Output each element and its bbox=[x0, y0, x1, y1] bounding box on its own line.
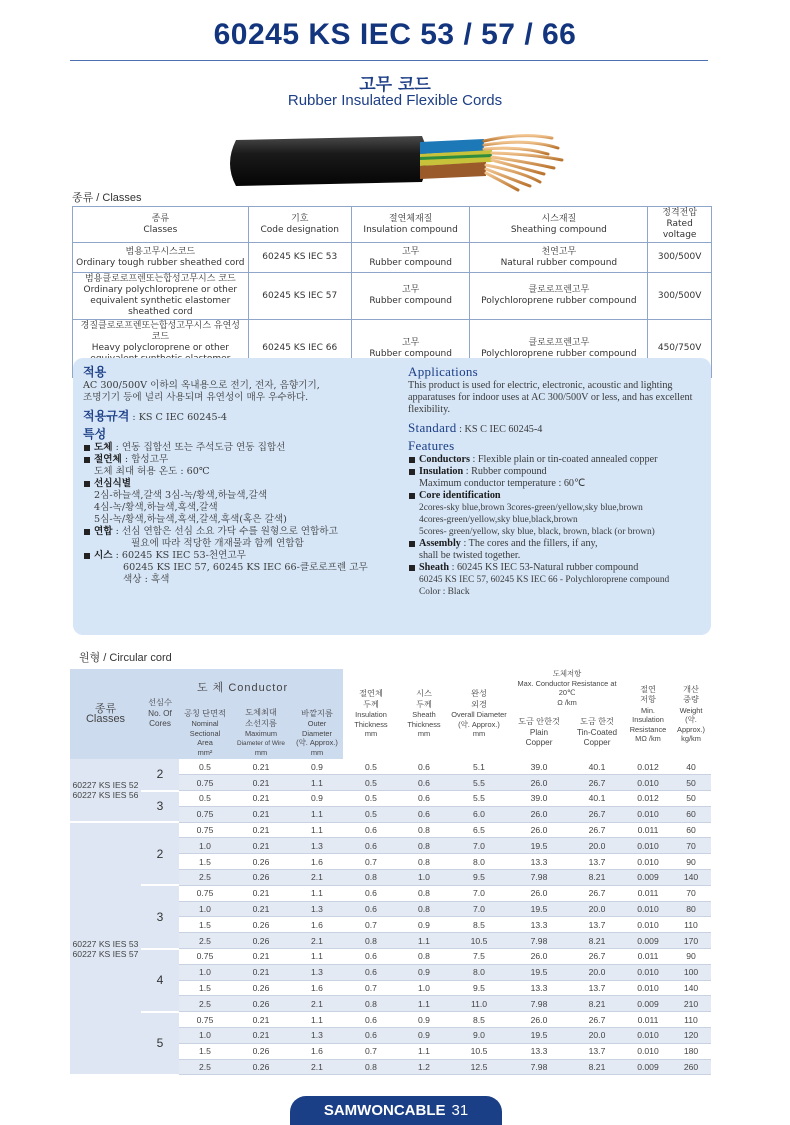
data-cell: 19.5 bbox=[509, 964, 569, 980]
data-cell: 0.010 bbox=[625, 854, 671, 870]
data-cell: 0.011 bbox=[625, 1012, 671, 1028]
data-cell: 0.21 bbox=[231, 949, 291, 965]
data-cell: 5.5 bbox=[449, 775, 509, 791]
cores-cell: 2 bbox=[141, 822, 179, 885]
data-cell: 0.012 bbox=[625, 759, 671, 775]
data-cell: 0.011 bbox=[625, 885, 671, 901]
data-cell: 60 bbox=[671, 806, 711, 822]
circular-section-label: 원형 / Circular cord bbox=[79, 652, 172, 664]
data-cell: 11.0 bbox=[449, 996, 509, 1012]
data-cell: 2.1 bbox=[291, 870, 343, 886]
data-cell: 8.5 bbox=[449, 1012, 509, 1028]
data-cell: 13.7 bbox=[569, 917, 625, 933]
data-cell: 26.7 bbox=[569, 806, 625, 822]
data-cell: 0.010 bbox=[625, 901, 671, 917]
data-cell: 0.8 bbox=[399, 854, 449, 870]
feature-sheath-en: Sheath : 60245 KS IEC 53-Natural rubber compound bbox=[408, 562, 708, 574]
data-cell: 0.21 bbox=[231, 1028, 291, 1044]
data-cell: 1.3 bbox=[291, 964, 343, 980]
data-cell: 0.75 bbox=[179, 885, 231, 901]
data-cell: 50 bbox=[671, 791, 711, 807]
app-title-ko: 적용 bbox=[83, 365, 107, 379]
data-cell: 0.26 bbox=[231, 1043, 291, 1059]
data-cell: 10.5 bbox=[449, 933, 509, 949]
cores-cell: 3 bbox=[141, 791, 179, 823]
data-cell: 110 bbox=[671, 917, 711, 933]
sheath-sub-ko-1: 60245 KS IEC 57, 60245 KS IEC 66-클로로프렌 고무 bbox=[123, 562, 368, 573]
data-cell: 1.3 bbox=[291, 838, 343, 854]
data-cell: 8.5 bbox=[449, 917, 509, 933]
col-header-area: 공칭 단면적 Nominal Sectional Area mm² bbox=[179, 707, 231, 759]
data-cell: 40.1 bbox=[569, 759, 625, 775]
data-cell: 0.5 bbox=[343, 775, 399, 791]
brand-name: SAMWONCABLE bbox=[323, 1102, 446, 1119]
data-cell: 0.5 bbox=[343, 759, 399, 775]
data-cell: 1.6 bbox=[291, 980, 343, 996]
data-cell: 0.010 bbox=[625, 980, 671, 996]
data-cell: 2.1 bbox=[291, 1059, 343, 1075]
data-cell: 0.5 bbox=[343, 806, 399, 822]
data-cell: 50 bbox=[671, 775, 711, 791]
data-cell: 0.8 bbox=[399, 901, 449, 917]
col-header-plain-copper: 도금 안한것 Plain Copper bbox=[518, 717, 560, 748]
data-cell: 0.6 bbox=[399, 791, 449, 807]
data-cell: 0.6 bbox=[343, 1012, 399, 1028]
col-header-voltage: 정격전압 Rated voltage bbox=[648, 207, 712, 243]
col-header-resistance: 도체저항 Max. Conductor Resistance at 20℃ Ω /km bbox=[517, 669, 617, 707]
feature-core-id-ko: 선심식별 bbox=[83, 478, 401, 490]
data-cell: 13.7 bbox=[569, 854, 625, 870]
feature-assembly-en: Assembly : The cores and the fillers, if any, bbox=[408, 538, 708, 550]
data-cell: 0.9 bbox=[399, 1012, 449, 1028]
data-cell: 0.6 bbox=[343, 964, 399, 980]
cores-cell: 4 bbox=[141, 949, 179, 1012]
col-header-min-insulation: 절연 저항 Min. Insulation Resistance MΩ /km bbox=[629, 684, 667, 743]
data-cell: 0.21 bbox=[231, 791, 291, 807]
table-header-row bbox=[73, 207, 712, 243]
data-cell: 1.2 bbox=[399, 1059, 449, 1075]
data-cell: 0.6 bbox=[343, 901, 399, 917]
data-cell: 0.9 bbox=[399, 917, 449, 933]
standard-ko: 적용규격 : KS C IEC 60245-4 bbox=[83, 409, 227, 423]
data-cell: 8.21 bbox=[569, 1059, 625, 1075]
data-cell: 1.5 bbox=[179, 1043, 231, 1059]
col-header-outer: 바깥지름 Outer Diameter (약. Approx.) mm bbox=[291, 707, 343, 759]
col-header-wire: 도체최대 소선지름 Maximum Diameter of Wire mm bbox=[231, 707, 291, 759]
feature-assembly-ko: 연합 : 선심 연합은 선심 소요 가닥 수를 원형으로 연합하고 bbox=[83, 526, 401, 538]
data-cell: 1.6 bbox=[291, 1043, 343, 1059]
feature-insulation-en: Insulation : Rubber compound bbox=[408, 466, 708, 478]
data-cell: 1.0 bbox=[179, 964, 231, 980]
data-cell: 8.21 bbox=[569, 996, 625, 1012]
data-cell: 7.98 bbox=[509, 933, 569, 949]
data-cell: 0.009 bbox=[625, 870, 671, 886]
header-row-1 bbox=[70, 669, 711, 707]
data-cell: 13.7 bbox=[569, 980, 625, 996]
data-cell: 0.26 bbox=[231, 980, 291, 996]
data-cell: 0.8 bbox=[399, 838, 449, 854]
data-cell: 0.6 bbox=[343, 1028, 399, 1044]
data-cell: 1.3 bbox=[291, 1028, 343, 1044]
data-cell: 1.5 bbox=[179, 854, 231, 870]
col-header-cores: 선심수 No. Of Cores bbox=[141, 669, 179, 759]
data-cell: 0.9 bbox=[291, 759, 343, 775]
data-cell: 0.5 bbox=[179, 759, 231, 775]
data-cell: 10.5 bbox=[449, 1043, 509, 1059]
data-cell: 0.012 bbox=[625, 791, 671, 807]
subtitle-korean: 고무 코드 bbox=[359, 75, 431, 95]
data-cell: 0.8 bbox=[343, 933, 399, 949]
feature-insulation-sub-en: Maximum conductor temperature : 60℃ bbox=[419, 478, 586, 489]
data-cell: 7.98 bbox=[509, 870, 569, 886]
data-cell: 7.0 bbox=[449, 901, 509, 917]
core-id-ko-1: 2심-하늘색,갈색 3심-녹/황색,하늘색,갈색 bbox=[94, 490, 268, 501]
data-cell: 0.21 bbox=[231, 806, 291, 822]
data-cell: 0.009 bbox=[625, 933, 671, 949]
data-cell: 8.0 bbox=[449, 854, 509, 870]
data-cell: 1.0 bbox=[179, 1028, 231, 1044]
data-cell: 0.6 bbox=[399, 775, 449, 791]
data-cell: 26.0 bbox=[509, 885, 569, 901]
data-cell: 1.1 bbox=[291, 1012, 343, 1028]
data-cell: 0.010 bbox=[625, 1043, 671, 1059]
data-cell: 0.6 bbox=[343, 885, 399, 901]
data-cell: 13.3 bbox=[509, 1043, 569, 1059]
sheath-sub-ko-2: 색상 : 흑색 bbox=[123, 574, 170, 585]
data-cell: 8.21 bbox=[569, 870, 625, 886]
data-cell: 90 bbox=[671, 854, 711, 870]
class-cell: 60227 KS IES 53 60227 KS IES 57 bbox=[70, 822, 141, 1075]
classes-section-label: 종류 / Classes bbox=[72, 192, 142, 204]
data-cell: 0.21 bbox=[231, 838, 291, 854]
cable-photo bbox=[222, 124, 572, 194]
data-cell: 26.0 bbox=[509, 822, 569, 838]
data-cell: 13.7 bbox=[569, 1043, 625, 1059]
assembly-sub-en: shall be twisted together. bbox=[419, 550, 521, 561]
data-cell: 13.3 bbox=[509, 854, 569, 870]
table-row: 경질클로로프렌또는합성고무시스 유연성 코드 Heavy polycloroprene or other 60245 KS IEC 66 고무 Rubber compound 클로로프렌고무 Polychloroprene rubber compound 450/750V bbox=[73, 320, 712, 378]
data-cell: 70 bbox=[671, 885, 711, 901]
cores-cell: 3 bbox=[141, 885, 179, 948]
col-header-classes: 종류 Classes bbox=[73, 207, 249, 243]
data-cell: 70 bbox=[671, 838, 711, 854]
data-cell: 26.7 bbox=[569, 775, 625, 791]
app-title-en: Applications bbox=[408, 364, 479, 379]
data-cell: 0.7 bbox=[343, 1043, 399, 1059]
data-cell: 1.1 bbox=[399, 1043, 449, 1059]
data-cell: 0.75 bbox=[179, 1012, 231, 1028]
data-cell: 8.0 bbox=[449, 964, 509, 980]
data-cell: 19.5 bbox=[509, 838, 569, 854]
data-cell: 26.0 bbox=[509, 1012, 569, 1028]
data-cell: 13.3 bbox=[509, 980, 569, 996]
data-cell: 26.0 bbox=[509, 775, 569, 791]
data-cell: 0.010 bbox=[625, 775, 671, 791]
data-cell: 140 bbox=[671, 870, 711, 886]
cores-cell: 5 bbox=[141, 1012, 179, 1075]
data-cell: 0.9 bbox=[291, 791, 343, 807]
app-text-ko-1: AC 300/500V 이하의 옥내용으로 전기, 전자, 음향기기, bbox=[83, 380, 320, 391]
data-cell: 20.0 bbox=[569, 1028, 625, 1044]
sheath-sub-en-1: 60245 KS IEC 57, 60245 KS IEC 66 - Polychloroprene compound bbox=[419, 575, 670, 585]
data-cell: 0.6 bbox=[399, 759, 449, 775]
data-cell: 0.010 bbox=[625, 964, 671, 980]
data-cell: 0.8 bbox=[343, 870, 399, 886]
data-cell: 26.0 bbox=[509, 806, 569, 822]
table-row: 범용고무시스코드 Ordinary tough rubber sheathed cord 60245 KS IEC 53 고무 Rubber compound 천연고무 Natural rubber compound 300/500V bbox=[73, 243, 712, 273]
data-cell: 60 bbox=[671, 822, 711, 838]
core-id-ko-2: 4심-녹/황색,하늘색,흑색,갈색 bbox=[94, 502, 218, 513]
data-cell: 0.7 bbox=[343, 917, 399, 933]
data-cell: 2.1 bbox=[291, 933, 343, 949]
col-header-sheath: 시스 두께 Sheath Thickness mm bbox=[407, 689, 441, 739]
data-cell: 2.5 bbox=[179, 996, 231, 1012]
data-cell: 0.21 bbox=[231, 885, 291, 901]
data-cell: 0.26 bbox=[231, 1059, 291, 1075]
feature-core-id-en: Core identification bbox=[408, 490, 708, 502]
data-cell: 26.0 bbox=[509, 949, 569, 965]
data-cell: 0.009 bbox=[625, 996, 671, 1012]
data-cell: 0.26 bbox=[231, 996, 291, 1012]
data-cell: 1.0 bbox=[399, 980, 449, 996]
data-cell: 0.8 bbox=[343, 1059, 399, 1075]
data-cell: 1.0 bbox=[179, 838, 231, 854]
data-cell: 0.26 bbox=[231, 917, 291, 933]
feature-insulation-ko: 절연체 : 합성고무 bbox=[83, 454, 401, 466]
data-cell: 0.75 bbox=[179, 822, 231, 838]
data-cell: 0.8 bbox=[399, 822, 449, 838]
data-cell: 20.0 bbox=[569, 838, 625, 854]
table-row bbox=[70, 791, 711, 807]
table-row bbox=[70, 885, 711, 901]
data-cell: 2.1 bbox=[291, 996, 343, 1012]
assembly-sub-ko: 필요에 따라 적당한 개재물과 함께 연합함 bbox=[131, 538, 304, 549]
features-title-en: Features bbox=[408, 438, 455, 453]
data-cell: 2.5 bbox=[179, 1059, 231, 1075]
data-cell: 260 bbox=[671, 1059, 711, 1075]
col-header-classes: 종류 Classes bbox=[70, 669, 141, 759]
data-cell: 7.98 bbox=[509, 1059, 569, 1075]
data-cell: 1.1 bbox=[291, 822, 343, 838]
data-cell: 1.6 bbox=[291, 854, 343, 870]
feature-conductor-en: Conductors : Flexible plain or tin-coated annealed copper bbox=[408, 454, 708, 466]
data-cell: 0.26 bbox=[231, 854, 291, 870]
col-header-insulation: 절연체 두께 Insulation Thickness mm bbox=[354, 689, 388, 739]
data-cell: 1.5 bbox=[179, 980, 231, 996]
data-cell: 0.21 bbox=[231, 1012, 291, 1028]
data-cell: 7.5 bbox=[449, 949, 509, 965]
data-cell: 0.5 bbox=[343, 791, 399, 807]
table-row bbox=[70, 1012, 711, 1028]
data-cell: 0.21 bbox=[231, 964, 291, 980]
data-cell: 1.1 bbox=[291, 775, 343, 791]
data-cell: 6.5 bbox=[449, 822, 509, 838]
table-row bbox=[70, 822, 711, 838]
data-cell: 12.5 bbox=[449, 1059, 509, 1075]
col-header-weight: 개산 중량 Weight (약. Approx.) kg/km bbox=[677, 684, 705, 743]
data-cell: 0.010 bbox=[625, 838, 671, 854]
core-id-en-1: 2cores-sky blue,brown 3cores-green/yellow,sky blue,brown bbox=[419, 503, 643, 513]
data-cell: 0.75 bbox=[179, 949, 231, 965]
data-cell: 210 bbox=[671, 996, 711, 1012]
data-cell: 19.5 bbox=[509, 901, 569, 917]
data-cell: 13.3 bbox=[509, 917, 569, 933]
data-cell: 0.21 bbox=[231, 759, 291, 775]
applications-english bbox=[408, 364, 708, 598]
data-cell: 140 bbox=[671, 980, 711, 996]
data-cell: 0.6 bbox=[343, 949, 399, 965]
subtitle-english: Rubber Insulated Flexible Cords bbox=[287, 92, 503, 109]
data-cell: 40.1 bbox=[569, 791, 625, 807]
data-cell: 0.6 bbox=[343, 822, 399, 838]
footer-tab bbox=[290, 1096, 502, 1125]
features-title-ko: 특성 bbox=[83, 427, 107, 441]
col-header-code: 기호 Code designation bbox=[248, 207, 351, 243]
data-cell: 1.3 bbox=[291, 901, 343, 917]
data-cell: 40 bbox=[671, 759, 711, 775]
data-cell: 1.1 bbox=[399, 933, 449, 949]
core-id-en-2: 4cores-green/yellow,sky blue,black,brown bbox=[419, 515, 578, 525]
data-cell: 20.0 bbox=[569, 901, 625, 917]
data-cell: 0.010 bbox=[625, 806, 671, 822]
core-id-ko-3: 5심-녹/황색,하늘색,흑색,갈색,흑색(혹은 갈색) bbox=[94, 514, 287, 525]
data-cell: 0.75 bbox=[179, 806, 231, 822]
data-cell: 26.7 bbox=[569, 1012, 625, 1028]
feature-sheath-ko: 시스 : 60245 KS IEC 53-천연고무 bbox=[83, 550, 401, 562]
data-cell: 1.6 bbox=[291, 917, 343, 933]
data-cell: 0.8 bbox=[399, 885, 449, 901]
data-cell: 9.5 bbox=[449, 980, 509, 996]
col-header-tin-copper: 도금 한것 Tin-Coated Copper bbox=[576, 717, 618, 748]
table-row bbox=[70, 759, 711, 775]
data-cell: 0.21 bbox=[231, 901, 291, 917]
table-row: 범용클로로프렌또는합성고무시스 코드 Ordinary polychloroprene or other equivalent synthetic elastomer sheathed cord 60245 KS IEC 57 고무 Rubber compound 클로로프렌고무 Polychloroprene rubber compound 300/500V bbox=[73, 273, 712, 320]
data-cell: 0.21 bbox=[231, 822, 291, 838]
title-rule bbox=[70, 60, 708, 61]
feature-insulation-sub-ko: 도체 최대 허용 온도 : 60℃ bbox=[94, 466, 210, 477]
data-cell: 2.5 bbox=[179, 933, 231, 949]
col-header-sheath: 시스재질 Sheathing compound bbox=[470, 207, 648, 243]
data-cell: 26.7 bbox=[569, 949, 625, 965]
feature-conductor-ko: 도체 : 연동 집합선 또는 주석도금 연동 집합선 bbox=[83, 442, 401, 454]
page-title: 60245 KS IEC 53 / 57 / 66 bbox=[213, 18, 577, 51]
applications-korean bbox=[83, 364, 401, 586]
data-cell: 0.75 bbox=[179, 775, 231, 791]
data-cell: 0.5 bbox=[179, 791, 231, 807]
col-header-conductor: 도 체 Conductor bbox=[179, 669, 343, 707]
data-cell: 9.5 bbox=[449, 870, 509, 886]
data-cell: 110 bbox=[671, 1012, 711, 1028]
data-cell: 1.1 bbox=[291, 806, 343, 822]
data-cell: 7.98 bbox=[509, 996, 569, 1012]
data-cell: 9.0 bbox=[449, 1028, 509, 1044]
data-cell: 0.009 bbox=[625, 1059, 671, 1075]
data-cell: 0.26 bbox=[231, 870, 291, 886]
data-cell: 0.9 bbox=[399, 1028, 449, 1044]
data-cell: 1.1 bbox=[291, 949, 343, 965]
data-cell: 0.6 bbox=[399, 806, 449, 822]
data-cell: 100 bbox=[671, 964, 711, 980]
circular-cord-table bbox=[70, 669, 711, 1076]
col-header-overall: 완성 외경 Overall Diameter (약. Approx.) mm bbox=[451, 689, 507, 739]
data-cell: 5.5 bbox=[449, 791, 509, 807]
data-cell: 0.011 bbox=[625, 822, 671, 838]
app-text-ko-2: 조명기기 등에 널리 사용되며 유연성이 매우 우수하다. bbox=[83, 392, 309, 403]
data-cell: 0.8 bbox=[343, 996, 399, 1012]
data-cell: 39.0 bbox=[509, 791, 569, 807]
data-cell: 2.5 bbox=[179, 870, 231, 886]
sheath-sub-en-2: Color : Black bbox=[419, 587, 470, 597]
data-cell: 1.0 bbox=[179, 901, 231, 917]
data-cell: 1.1 bbox=[399, 996, 449, 1012]
data-cell: 0.7 bbox=[343, 980, 399, 996]
data-cell: 0.6 bbox=[343, 838, 399, 854]
cores-cell: 2 bbox=[141, 759, 179, 791]
data-cell: 6.0 bbox=[449, 806, 509, 822]
standard-en: Standard : KS C IEC 60245-4 bbox=[408, 420, 543, 435]
classes-table bbox=[72, 206, 712, 378]
data-cell: 26.7 bbox=[569, 885, 625, 901]
data-cell: 170 bbox=[671, 933, 711, 949]
table-row bbox=[70, 949, 711, 965]
data-cell: 20.0 bbox=[569, 964, 625, 980]
data-cell: 26.7 bbox=[569, 822, 625, 838]
col-header-insulation: 절연체재질 Insulation compound bbox=[351, 207, 470, 243]
data-cell: 80 bbox=[671, 901, 711, 917]
data-cell: 5.1 bbox=[449, 759, 509, 775]
page-number: 31 bbox=[451, 1102, 469, 1119]
data-cell: 0.26 bbox=[231, 933, 291, 949]
data-cell: 1.1 bbox=[291, 885, 343, 901]
data-cell: 0.011 bbox=[625, 949, 671, 965]
data-cell: 1.0 bbox=[399, 870, 449, 886]
data-cell: 0.21 bbox=[231, 775, 291, 791]
class-cell: 60227 KS IES 52 60227 KS IES 56 bbox=[70, 759, 141, 822]
data-cell: 120 bbox=[671, 1028, 711, 1044]
data-cell: 0.8 bbox=[399, 949, 449, 965]
data-cell: 90 bbox=[671, 949, 711, 965]
data-cell: 1.5 bbox=[179, 917, 231, 933]
app-text-en: This product is used for electric, electronic, acoustic and lighting apparatuses for indoor uses at AC 300/500V or less, and has excellent flexibility. bbox=[408, 380, 693, 415]
data-cell: 180 bbox=[671, 1043, 711, 1059]
core-id-en-3: 5cores- green/yellow, sky blue, black, brown, black (or brown) bbox=[419, 527, 655, 537]
data-cell: 0.010 bbox=[625, 917, 671, 933]
data-cell: 0.9 bbox=[399, 964, 449, 980]
data-cell: 7.0 bbox=[449, 885, 509, 901]
data-cell: 0.010 bbox=[625, 1028, 671, 1044]
data-cell: 0.7 bbox=[343, 854, 399, 870]
data-cell: 7.0 bbox=[449, 838, 509, 854]
data-cell: 19.5 bbox=[509, 1028, 569, 1044]
data-cell: 8.21 bbox=[569, 933, 625, 949]
data-cell: 39.0 bbox=[509, 759, 569, 775]
